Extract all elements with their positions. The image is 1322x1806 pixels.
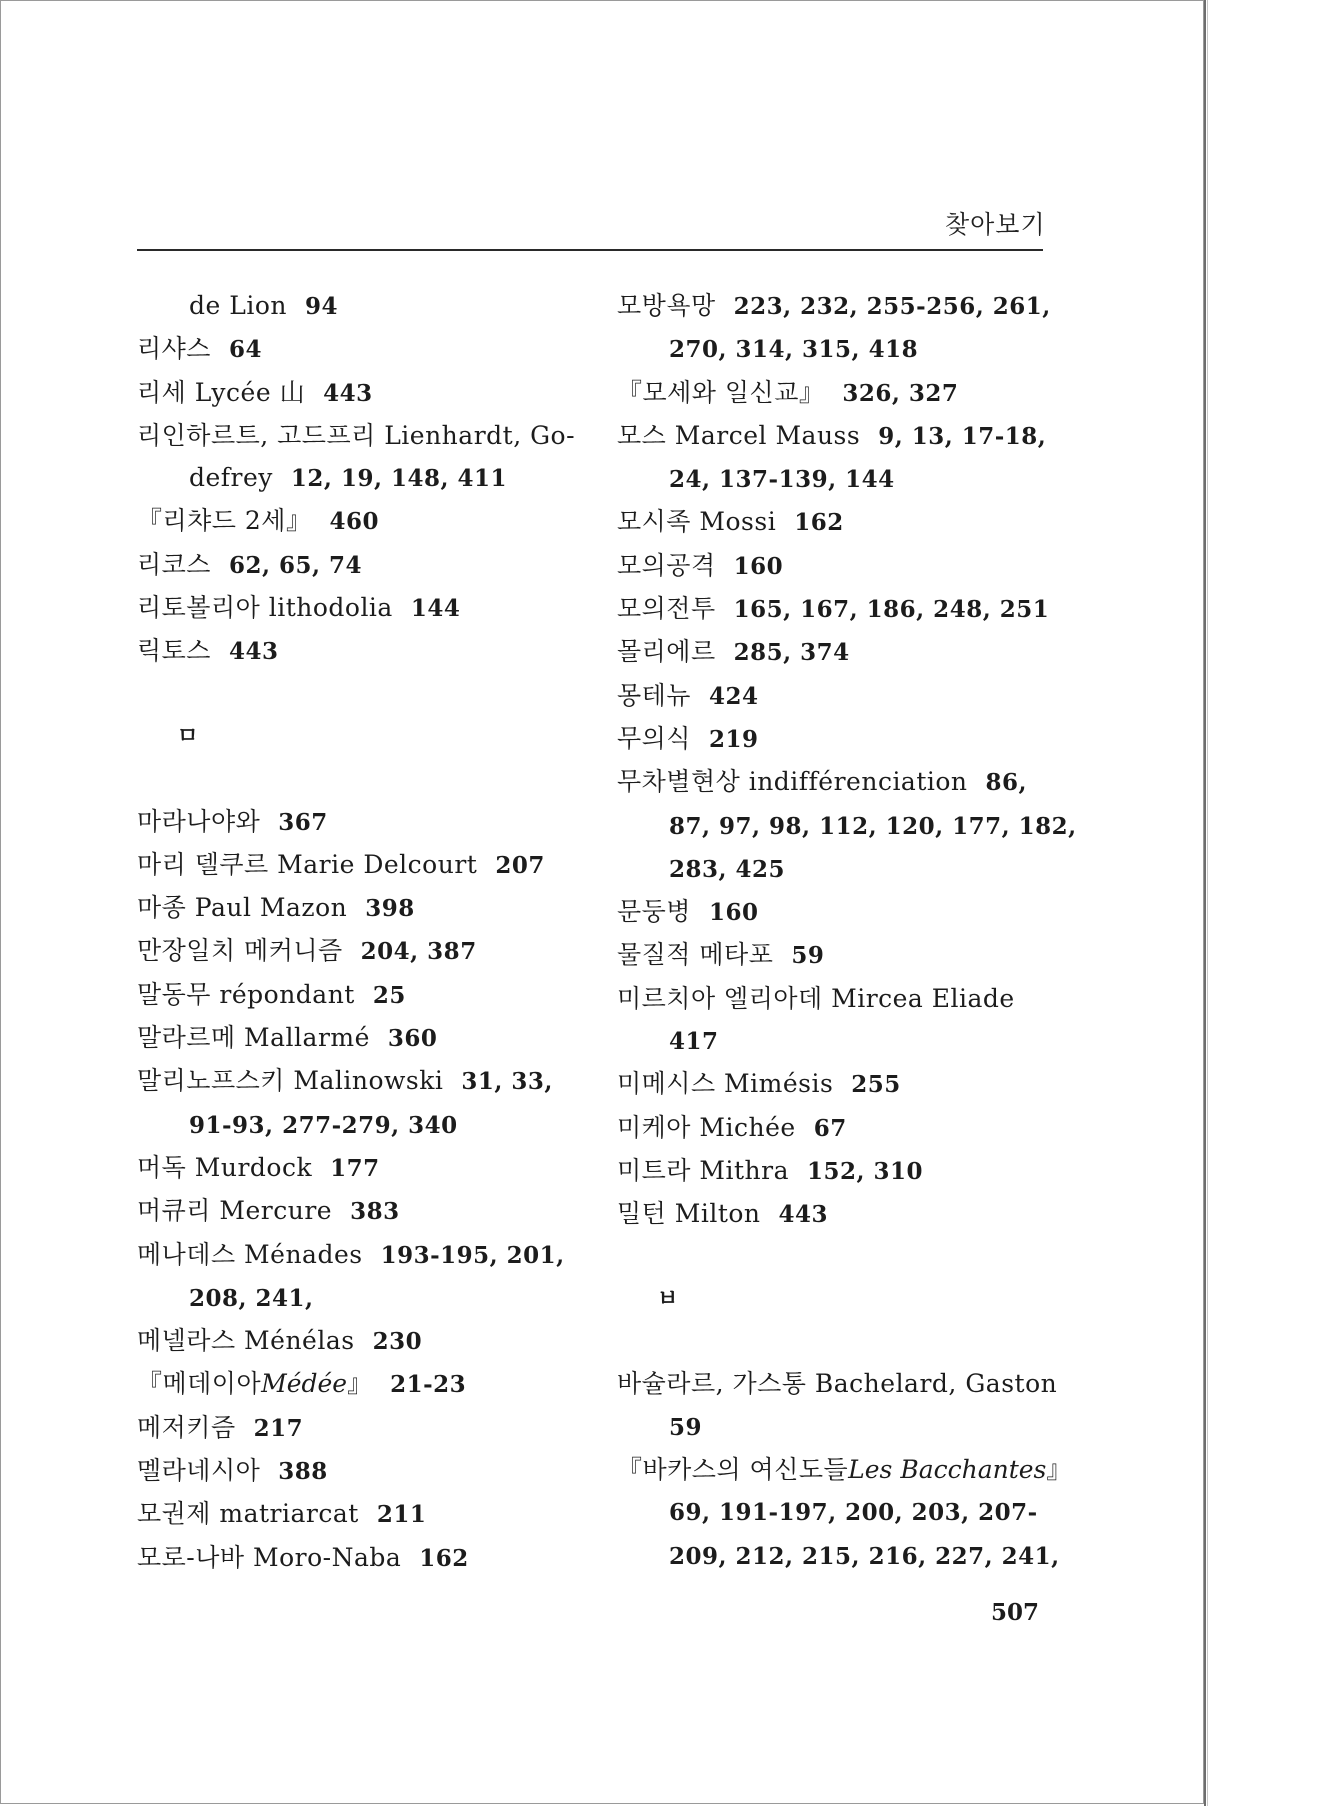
- index-entry: [617, 1150, 1057, 1193]
- entry-term: 메나데스 Ménades: [137, 1239, 363, 1269]
- running-header-title: 찾아보기: [945, 210, 1046, 239]
- entry-term: 릭토스: [137, 636, 211, 666]
- index-entry: [617, 761, 1057, 804]
- entry-term: 마리 델쿠르 Marie Delcourt: [137, 849, 478, 879]
- spacer: [137, 674, 597, 716]
- index-entry-continuation: [617, 848, 1057, 891]
- entry-term: 리코스: [137, 549, 211, 579]
- entry-pages: 91-93, 277-279, 340: [189, 1111, 458, 1139]
- index-entry: [137, 974, 597, 1017]
- entry-pages: 443: [778, 1201, 829, 1229]
- index-entry: [617, 891, 1057, 934]
- entry-pages: 144: [410, 595, 461, 623]
- index-entry: [617, 545, 1057, 588]
- index-entry: [137, 1537, 597, 1580]
- index-entry: [137, 801, 597, 844]
- entry-term: 마라나야와: [137, 806, 261, 836]
- index-entry: [137, 1190, 597, 1233]
- entry-pages: 59: [669, 1413, 703, 1441]
- entry-pages: 208, 241,: [189, 1284, 314, 1312]
- entry-pages: 424: [708, 682, 759, 710]
- entry-term: 모의전투: [617, 594, 716, 624]
- entry-term: 말동무 répondant: [137, 979, 355, 1009]
- entry-term: 『바카스의 여신도들: [617, 1455, 849, 1485]
- entry-term: 모시족 Mossi: [617, 507, 777, 537]
- entry-term-italic: Médée: [261, 1369, 348, 1399]
- index-entry-continuation: [137, 1277, 597, 1320]
- entry-term-close: 』: [1046, 1455, 1072, 1485]
- entry-pages: 207: [495, 851, 545, 879]
- entry-term: 모권제 matriarcat: [137, 1499, 359, 1529]
- index-entry: [137, 328, 597, 371]
- index-column-left: [137, 285, 597, 1580]
- index-entry: [137, 1234, 597, 1277]
- index-entry: [137, 1147, 597, 1190]
- index-entry: [137, 930, 597, 973]
- entry-pages: 211: [376, 1501, 427, 1529]
- entry-term: 미르치아 엘리아데 Mircea Eliade: [617, 983, 1015, 1013]
- section-letter: ㅁ: [177, 723, 199, 749]
- entry-pages: 398: [365, 895, 415, 923]
- index-entry: [137, 887, 597, 930]
- entry-term: 머독 Murdock: [137, 1152, 313, 1182]
- index-entry: [137, 1320, 597, 1363]
- index-entry: [617, 285, 1057, 328]
- entry-term: 『모세와 일신교』: [617, 377, 825, 407]
- entry-term: 미트라 Mithra: [617, 1155, 789, 1185]
- entry-term: 물질적 메타포: [617, 940, 774, 970]
- entry-term: 멜라네시아: [137, 1456, 261, 1486]
- spacer: [617, 1237, 1057, 1279]
- entry-term: 메넬라스 Ménélas: [137, 1326, 355, 1356]
- entry-term: 모방욕망: [617, 291, 716, 320]
- spacer: [617, 1321, 1057, 1363]
- entry-pages: 152, 310: [807, 1157, 924, 1185]
- entry-pages: 21-23: [390, 1371, 467, 1399]
- entry-pages: 64: [228, 336, 262, 364]
- entry-pages: 165, 167, 186, 248, 251: [733, 596, 1050, 624]
- entry-pages: 193-195, 201,: [380, 1241, 565, 1269]
- entry-term: defrey: [189, 463, 273, 493]
- entry-term: 『메데이아: [137, 1369, 262, 1399]
- entry-pages: 255: [851, 1071, 901, 1099]
- entry-pages: 69, 191-197, 200, 203, 207-: [669, 1499, 1038, 1527]
- entry-pages: 209, 212, 215, 216, 227, 241,: [669, 1542, 1060, 1570]
- index-entry-continuation: [617, 1020, 1057, 1063]
- entry-term: de Lion: [189, 291, 287, 320]
- entry-pages: 86,: [985, 769, 1028, 797]
- entry-pages: 417: [669, 1028, 719, 1056]
- entry-term: 메저키즘: [137, 1412, 236, 1442]
- index-entry: [617, 501, 1057, 544]
- index-entry: [617, 1063, 1057, 1106]
- entry-term: 리샤스: [137, 334, 211, 364]
- entry-pages: 219: [708, 725, 759, 753]
- index-entry: [137, 587, 597, 630]
- entry-pages: 217: [253, 1414, 304, 1442]
- index-entry: [617, 1107, 1057, 1150]
- index-entry: [617, 675, 1057, 718]
- index-entry: [137, 544, 597, 587]
- index-entry: [137, 1017, 597, 1060]
- entry-pages: 67: [813, 1114, 847, 1142]
- entry-pages: 204, 387: [360, 938, 477, 966]
- entry-pages: 360: [387, 1025, 438, 1053]
- page-edge: [1204, 0, 1322, 1806]
- entry-pages: 31, 33,: [461, 1068, 553, 1096]
- entry-term: 미메시스 Mimésis: [617, 1069, 834, 1099]
- entry-pages: 326, 327: [842, 379, 959, 407]
- index-entry: [137, 1407, 597, 1450]
- index-column-right: [617, 285, 1077, 1578]
- entry-term: 무의식: [617, 723, 691, 753]
- index-entry: [137, 1060, 597, 1103]
- entry-pages: 24, 137-139, 144: [669, 466, 895, 494]
- entry-term: 리세 Lycée 山: [137, 377, 306, 407]
- index-entry: [137, 630, 597, 673]
- entry-term: 말라르메 Mallarmé: [137, 1023, 370, 1053]
- entry-term: 무차별현상 indifférenciation: [617, 767, 968, 797]
- page-number: 507: [991, 1599, 1040, 1626]
- index-entry-continuation: [137, 285, 597, 328]
- index-entry: [137, 372, 597, 415]
- entry-term: 만장일치 메커니즘: [137, 936, 343, 966]
- entry-term: 몰리에르: [617, 637, 716, 667]
- index-entry: [617, 372, 1057, 415]
- entry-term: 몽테뉴: [617, 680, 691, 710]
- entry-term: 리토볼리아 lithodolia: [137, 593, 393, 623]
- index-entry-continuation: [617, 328, 1057, 371]
- index-entry: [617, 1449, 1072, 1491]
- index-entry: [137, 1450, 597, 1493]
- index-entry: [137, 1493, 597, 1536]
- index-entry-continuation: [617, 458, 1057, 501]
- entry-term: 리인하르트, 고드프리 Lienhardt, Go-: [137, 420, 576, 450]
- entry-pages: 285, 374: [733, 639, 850, 667]
- entry-pages: 25: [372, 981, 406, 1009]
- entry-term: 문둥병: [617, 897, 691, 927]
- index-entry: [617, 934, 1057, 977]
- entry-pages: 223, 232, 255-256, 261,: [733, 293, 1051, 320]
- index-entry: [137, 1363, 597, 1406]
- entry-term-close: 』: [347, 1369, 373, 1399]
- index-entry: [617, 588, 1057, 631]
- entry-pages: 230: [372, 1328, 423, 1356]
- entry-term: 모로-나바 Moro-Naba: [137, 1542, 402, 1572]
- entry-term: 말리노프스키 Malinowski: [137, 1066, 444, 1096]
- index-entry: [617, 1193, 1057, 1236]
- entry-pages: 160: [708, 899, 759, 927]
- entry-term: 머큐리 Mercure: [137, 1196, 333, 1226]
- entry-term: 『리챠드 2세』: [137, 506, 312, 536]
- index-entry: [137, 844, 597, 887]
- entry-pages: 460: [329, 508, 379, 536]
- index-entry-continuation: [617, 1535, 1060, 1578]
- entry-pages: 388: [278, 1458, 328, 1486]
- entry-term: 미케아 Michée: [617, 1112, 796, 1142]
- entry-pages: 283, 425: [669, 855, 786, 883]
- entry-term: 모의공격: [617, 550, 716, 580]
- index-entry: [617, 718, 1057, 761]
- index-entry: [617, 631, 1057, 674]
- entry-pages: 177: [330, 1154, 380, 1182]
- header-rule: [137, 249, 1043, 251]
- index-entry-continuation: [617, 1491, 1057, 1534]
- entry-term-italic: Les Bacchantes: [848, 1455, 1047, 1485]
- index-entry-continuation: [617, 805, 1077, 848]
- entry-pages: 443: [323, 379, 373, 407]
- index-entry: [137, 500, 597, 543]
- entry-pages: 9, 13, 17-18,: [878, 422, 1047, 450]
- index-entry: [617, 978, 1057, 1020]
- spacer: [137, 758, 597, 800]
- entry-pages: 162: [794, 509, 844, 537]
- entry-pages: 160: [733, 552, 784, 580]
- entry-pages: 87, 97, 98, 112, 120, 177, 182,: [669, 812, 1077, 840]
- entry-pages: 270, 314, 315, 418: [669, 336, 919, 364]
- entry-pages: 59: [791, 942, 825, 970]
- index-entry: [137, 415, 597, 457]
- entry-pages: 94: [305, 293, 339, 320]
- entry-pages: 12, 19, 148, 411: [290, 465, 507, 493]
- entry-term: 마종 Paul Mazon: [137, 893, 348, 923]
- index-entry: [617, 415, 1057, 458]
- entry-pages: 62, 65, 74: [228, 551, 363, 579]
- entry-pages: 367: [278, 808, 328, 836]
- entry-pages: 443: [228, 638, 279, 666]
- section-letter: ㅂ: [657, 1286, 679, 1312]
- entry-term: 밀턴 Milton: [617, 1199, 761, 1229]
- entry-term: 모스 Marcel Mauss: [617, 420, 861, 450]
- entry-pages: 162: [419, 1544, 469, 1572]
- index-entry-continuation: [617, 1406, 1057, 1449]
- index-entry-continuation: [137, 457, 597, 500]
- entry-pages: 383: [350, 1198, 400, 1226]
- index-entry-continuation: [137, 1104, 597, 1147]
- entry-term: 바슐라르, 가스통 Bachelard, Gaston: [617, 1369, 1058, 1399]
- index-entry: [617, 1363, 1057, 1405]
